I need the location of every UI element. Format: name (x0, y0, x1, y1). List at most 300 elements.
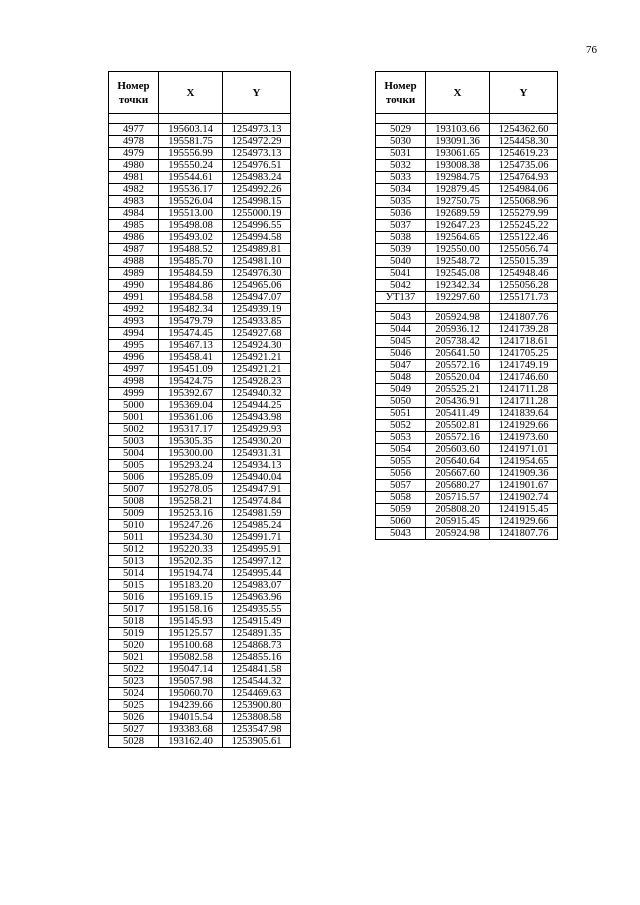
table-row (109, 196, 291, 208)
y-coordinate-cell: 1254929.93 (223, 424, 291, 436)
y-coordinate-cell: 1254983.24 (223, 172, 291, 184)
y-coordinate-cell: 1254915.49 (223, 616, 291, 628)
x-coordinate-cell: 205641.50 (426, 348, 490, 360)
point-number-cell: 5003 (109, 436, 159, 448)
coordinates-table-left (108, 71, 291, 748)
x-coordinate-cell: 195513.00 (159, 208, 223, 220)
header-point-number: Номер точки (376, 72, 426, 114)
x-coordinate-cell: 205525.21 (426, 384, 490, 396)
y-coordinate-cell: 1254921.21 (223, 352, 291, 364)
table-row (109, 484, 291, 496)
x-coordinate-cell: 195060.70 (159, 688, 223, 700)
point-number-cell: 5030 (376, 136, 426, 148)
point-number-cell: 4977 (109, 124, 159, 136)
y-coordinate-cell: 1254974.84 (223, 496, 291, 508)
y-coordinate-cell: 1254989.81 (223, 244, 291, 256)
y-coordinate-cell: 1241839.64 (490, 408, 558, 420)
x-coordinate-cell: 195317.17 (159, 424, 223, 436)
x-coordinate-cell: 195485.70 (159, 256, 223, 268)
table-row (109, 268, 291, 280)
x-coordinate-cell: 205572.16 (426, 432, 490, 444)
table-row (109, 700, 291, 712)
y-coordinate-cell: 1254931.31 (223, 448, 291, 460)
y-coordinate-cell: 1255056.74 (490, 244, 558, 256)
y-coordinate-cell: 1254998.15 (223, 196, 291, 208)
x-coordinate-cell: 205667.60 (426, 468, 490, 480)
point-number-cell: 4981 (109, 172, 159, 184)
y-coordinate-cell: 1254921.21 (223, 364, 291, 376)
table-header-row (109, 72, 291, 114)
x-coordinate-cell: 195194.74 (159, 568, 223, 580)
y-coordinate-cell: 1254995.91 (223, 544, 291, 556)
y-coordinate-cell: 1241971.01 (490, 444, 558, 456)
y-coordinate-cell: 1254469.63 (223, 688, 291, 700)
point-number-cell: 5048 (376, 372, 426, 384)
point-number-cell: 4989 (109, 268, 159, 280)
y-coordinate-cell: 1241902.74 (490, 492, 558, 504)
point-number-cell: 5012 (109, 544, 159, 556)
x-coordinate-cell: 195458.41 (159, 352, 223, 364)
point-number-cell: 5027 (109, 724, 159, 736)
x-coordinate-cell: 205915.45 (426, 516, 490, 528)
table-row (376, 280, 558, 292)
y-coordinate-cell: 1254944.25 (223, 400, 291, 412)
point-number-cell: 5013 (109, 556, 159, 568)
point-number-cell: 5043 (376, 528, 426, 540)
y-coordinate-cell: 1254973.13 (223, 148, 291, 160)
table-row (376, 172, 558, 184)
point-number-cell: 5045 (376, 336, 426, 348)
table-row (109, 568, 291, 580)
point-number-cell: 5002 (109, 424, 159, 436)
x-coordinate-cell: 192750.75 (426, 196, 490, 208)
point-number-cell: 5007 (109, 484, 159, 496)
point-number-cell: 4980 (109, 160, 159, 172)
y-coordinate-cell: 1254976.51 (223, 160, 291, 172)
y-coordinate-cell: 1254939.19 (223, 304, 291, 316)
point-number-cell: 4982 (109, 184, 159, 196)
table-row (376, 360, 558, 372)
table-row (109, 292, 291, 304)
table-row (109, 232, 291, 244)
point-number-cell: 5055 (376, 456, 426, 468)
table-row (109, 316, 291, 328)
y-coordinate-cell: 1254940.32 (223, 388, 291, 400)
point-number-cell: 4985 (109, 220, 159, 232)
point-number-cell: 5011 (109, 532, 159, 544)
y-coordinate-cell: 1241705.25 (490, 348, 558, 360)
y-coordinate-cell: 1241807.76 (490, 528, 558, 540)
table-row (109, 136, 291, 148)
x-coordinate-cell: 195484.86 (159, 280, 223, 292)
x-coordinate-cell: 195082.58 (159, 652, 223, 664)
x-coordinate-cell: 195278.05 (159, 484, 223, 496)
y-coordinate-cell: 1241901.67 (490, 480, 558, 492)
point-number-cell: 5010 (109, 520, 159, 532)
table-row (109, 556, 291, 568)
y-coordinate-cell: 1254983.07 (223, 580, 291, 592)
table-row (376, 444, 558, 456)
y-coordinate-cell: 1254735.06 (490, 160, 558, 172)
y-coordinate-cell: 1253808.58 (223, 712, 291, 724)
point-number-cell: 5001 (109, 412, 159, 424)
y-coordinate-cell: 1255279.99 (490, 208, 558, 220)
point-number-cell: 5026 (109, 712, 159, 724)
x-coordinate-cell: 195169.15 (159, 592, 223, 604)
x-coordinate-cell: 195498.08 (159, 220, 223, 232)
y-coordinate-cell: 1254996.55 (223, 220, 291, 232)
table-row (376, 324, 558, 336)
point-number-cell: 5000 (109, 400, 159, 412)
point-number-cell: 5049 (376, 384, 426, 396)
table-row (109, 508, 291, 520)
point-number-cell: 5029 (376, 124, 426, 136)
x-coordinate-cell: 195145.93 (159, 616, 223, 628)
point-number-cell: 5050 (376, 396, 426, 408)
point-number-cell: 5028 (109, 736, 159, 748)
point-number-cell: 4993 (109, 316, 159, 328)
point-number-cell: 4988 (109, 256, 159, 268)
point-number-cell: 5020 (109, 640, 159, 652)
y-coordinate-cell: 1254924.30 (223, 340, 291, 352)
x-coordinate-cell: 195493.02 (159, 232, 223, 244)
point-number-cell: 5042 (376, 280, 426, 292)
x-coordinate-cell: 192564.65 (426, 232, 490, 244)
y-coordinate-cell: 1254935.55 (223, 604, 291, 616)
y-coordinate-cell: 1241807.76 (490, 312, 558, 324)
table-body-left (109, 114, 291, 748)
table-row (376, 232, 558, 244)
header-y: Y (223, 72, 291, 114)
x-coordinate-cell: 195183.20 (159, 580, 223, 592)
table-row (109, 352, 291, 364)
table-row (109, 496, 291, 508)
y-coordinate-cell: 1254619.23 (490, 148, 558, 160)
table-row (109, 328, 291, 340)
y-coordinate-cell: 1254981.10 (223, 256, 291, 268)
point-number-cell: 5022 (109, 664, 159, 676)
table-row (376, 456, 558, 468)
x-coordinate-cell: 205603.60 (426, 444, 490, 456)
point-number-cell: 5035 (376, 196, 426, 208)
y-coordinate-cell: 1255245.22 (490, 220, 558, 232)
point-number-cell: 4999 (109, 388, 159, 400)
point-number-cell: 4995 (109, 340, 159, 352)
header-point-number: Номер точки (109, 72, 159, 114)
point-number-cell: 4987 (109, 244, 159, 256)
table-row (109, 436, 291, 448)
x-coordinate-cell: 195556.99 (159, 148, 223, 160)
x-coordinate-cell: 195526.04 (159, 196, 223, 208)
table-row (376, 336, 558, 348)
y-coordinate-cell: 1254994.58 (223, 232, 291, 244)
x-coordinate-cell: 195293.24 (159, 460, 223, 472)
x-coordinate-cell: 192689.59 (426, 208, 490, 220)
point-number-cell: 5005 (109, 460, 159, 472)
point-number-cell: 4992 (109, 304, 159, 316)
table-row (376, 528, 558, 540)
table-row (109, 220, 291, 232)
y-coordinate-cell: 1253547.98 (223, 724, 291, 736)
table-row (376, 396, 558, 408)
y-coordinate-cell: 1241746.60 (490, 372, 558, 384)
y-coordinate-cell: 1254868.73 (223, 640, 291, 652)
y-coordinate-cell: 1254963.96 (223, 592, 291, 604)
table-row (109, 580, 291, 592)
point-number-cell: 5041 (376, 268, 426, 280)
point-number-cell: 5036 (376, 208, 426, 220)
y-coordinate-cell: 1254544.32 (223, 676, 291, 688)
table-row (376, 148, 558, 160)
table-row (376, 516, 558, 528)
x-coordinate-cell: 194015.54 (159, 712, 223, 724)
x-coordinate-cell: 193103.66 (426, 124, 490, 136)
x-coordinate-cell: 192647.23 (426, 220, 490, 232)
table-row (109, 304, 291, 316)
point-number-cell: 4979 (109, 148, 159, 160)
y-coordinate-cell: 1254976.30 (223, 268, 291, 280)
x-coordinate-cell: 195234.30 (159, 532, 223, 544)
x-coordinate-cell: 205502.81 (426, 420, 490, 432)
x-coordinate-cell: 193162.40 (159, 736, 223, 748)
table-row (109, 244, 291, 256)
x-coordinate-cell: 195220.33 (159, 544, 223, 556)
x-coordinate-cell: 195484.58 (159, 292, 223, 304)
point-number-cell: 5060 (376, 516, 426, 528)
table-row (376, 372, 558, 384)
y-coordinate-cell: 1241973.60 (490, 432, 558, 444)
y-coordinate-cell: 1241915.45 (490, 504, 558, 516)
point-number-cell: 4996 (109, 352, 159, 364)
y-coordinate-cell: 1254934.13 (223, 460, 291, 472)
y-coordinate-cell: 1241929.66 (490, 516, 558, 528)
y-coordinate-cell: 1254764.93 (490, 172, 558, 184)
coordinates-table-right (375, 71, 558, 540)
table-row (109, 412, 291, 424)
table-row (109, 376, 291, 388)
point-number-cell: 5032 (376, 160, 426, 172)
y-coordinate-cell: 1254972.29 (223, 136, 291, 148)
table-row (109, 460, 291, 472)
point-number-cell: 5051 (376, 408, 426, 420)
x-coordinate-cell: 205640.64 (426, 456, 490, 468)
point-number-cell: 5031 (376, 148, 426, 160)
point-number-cell: 5059 (376, 504, 426, 516)
y-coordinate-cell: 1241711.28 (490, 396, 558, 408)
table-row (109, 712, 291, 724)
x-coordinate-cell: 205520.04 (426, 372, 490, 384)
x-coordinate-cell: 195305.35 (159, 436, 223, 448)
point-number-cell: 5004 (109, 448, 159, 460)
y-coordinate-cell: 1254930.20 (223, 436, 291, 448)
x-coordinate-cell: 192297.60 (426, 292, 490, 304)
header-x: X (426, 72, 490, 114)
y-coordinate-cell: 1255000.19 (223, 208, 291, 220)
point-number-cell: 5039 (376, 244, 426, 256)
table-row (109, 280, 291, 292)
table-row (109, 664, 291, 676)
point-number-cell: 4983 (109, 196, 159, 208)
table-row (109, 364, 291, 376)
table-row (376, 408, 558, 420)
table-row (376, 136, 558, 148)
y-coordinate-cell: 1254947.91 (223, 484, 291, 496)
table-row (376, 244, 558, 256)
point-number-cell: 5008 (109, 496, 159, 508)
y-coordinate-cell: 1254362.60 (490, 124, 558, 136)
table-row (376, 292, 558, 304)
point-number-cell: 4994 (109, 328, 159, 340)
table-row (109, 448, 291, 460)
x-coordinate-cell: 195550.24 (159, 160, 223, 172)
point-number-cell: 4986 (109, 232, 159, 244)
x-coordinate-cell: 195247.26 (159, 520, 223, 532)
separator-cell (426, 304, 490, 312)
y-coordinate-cell: 1254995.44 (223, 568, 291, 580)
y-coordinate-cell: 1254855.16 (223, 652, 291, 664)
y-coordinate-cell: 1241711.28 (490, 384, 558, 396)
point-number-cell: 5017 (109, 604, 159, 616)
table-row (376, 384, 558, 396)
x-coordinate-cell: 195536.17 (159, 184, 223, 196)
y-coordinate-cell: 1254947.07 (223, 292, 291, 304)
x-coordinate-cell: 195361.06 (159, 412, 223, 424)
y-coordinate-cell: 1241954.65 (490, 456, 558, 468)
x-coordinate-cell: 195603.14 (159, 124, 223, 136)
x-coordinate-cell: 205936.12 (426, 324, 490, 336)
separator-row (376, 304, 558, 312)
x-coordinate-cell: 195253.16 (159, 508, 223, 520)
table-row (376, 196, 558, 208)
point-number-cell: 5037 (376, 220, 426, 232)
table-row (109, 592, 291, 604)
x-coordinate-cell: 195158.16 (159, 604, 223, 616)
table-row (376, 480, 558, 492)
point-number-cell: 5009 (109, 508, 159, 520)
point-number-cell: 5038 (376, 232, 426, 244)
x-coordinate-cell: 192342.34 (426, 280, 490, 292)
table-row (376, 220, 558, 232)
header-x: X (159, 72, 223, 114)
point-number-cell: 5019 (109, 628, 159, 640)
table-row (109, 400, 291, 412)
table-row (109, 124, 291, 136)
point-number-cell: 5025 (109, 700, 159, 712)
table-row (109, 640, 291, 652)
table-row (109, 148, 291, 160)
table-row (376, 268, 558, 280)
x-coordinate-cell: 195544.61 (159, 172, 223, 184)
point-number-cell: 5058 (376, 492, 426, 504)
table-row (376, 160, 558, 172)
page-number: 76 (586, 44, 597, 56)
table-row (376, 312, 558, 324)
x-coordinate-cell: 205808.20 (426, 504, 490, 516)
x-coordinate-cell: 195482.34 (159, 304, 223, 316)
table-row (376, 504, 558, 516)
table-row (109, 520, 291, 532)
point-number-cell: 5024 (109, 688, 159, 700)
table-row (109, 544, 291, 556)
y-coordinate-cell: 1254928.23 (223, 376, 291, 388)
point-number-cell: 5057 (376, 480, 426, 492)
x-coordinate-cell: 195047.14 (159, 664, 223, 676)
y-coordinate-cell: 1253900.80 (223, 700, 291, 712)
point-number-cell: УТ137 (376, 292, 426, 304)
y-coordinate-cell: 1241929.66 (490, 420, 558, 432)
y-coordinate-cell: 1254927.68 (223, 328, 291, 340)
x-coordinate-cell: 192984.75 (426, 172, 490, 184)
table-row (376, 348, 558, 360)
y-coordinate-cell: 1255015.39 (490, 256, 558, 268)
point-number-cell: 4997 (109, 364, 159, 376)
x-coordinate-cell: 205924.98 (426, 312, 490, 324)
table-row (109, 424, 291, 436)
y-coordinate-cell: 1253905.61 (223, 736, 291, 748)
y-coordinate-cell: 1255171.73 (490, 292, 558, 304)
y-coordinate-cell: 1254997.12 (223, 556, 291, 568)
y-coordinate-cell: 1254943.98 (223, 412, 291, 424)
point-number-cell: 5016 (109, 592, 159, 604)
point-number-cell: 5018 (109, 616, 159, 628)
point-number-cell: 5015 (109, 580, 159, 592)
y-coordinate-cell: 1254981.59 (223, 508, 291, 520)
y-coordinate-cell: 1254458.30 (490, 136, 558, 148)
table-row (109, 340, 291, 352)
point-number-cell: 4990 (109, 280, 159, 292)
table-row (376, 432, 558, 444)
x-coordinate-cell: 195369.04 (159, 400, 223, 412)
y-coordinate-cell: 1241718.61 (490, 336, 558, 348)
y-coordinate-cell: 1254965.06 (223, 280, 291, 292)
point-number-cell: 5014 (109, 568, 159, 580)
table-row (376, 208, 558, 220)
x-coordinate-cell: 193061.65 (426, 148, 490, 160)
x-coordinate-cell: 195467.13 (159, 340, 223, 352)
y-coordinate-cell: 1254933.85 (223, 316, 291, 328)
point-number-cell: 5053 (376, 432, 426, 444)
table-row (109, 256, 291, 268)
table-row (376, 184, 558, 196)
y-coordinate-cell: 1254991.71 (223, 532, 291, 544)
table-row (109, 208, 291, 220)
table-row (109, 388, 291, 400)
x-coordinate-cell: 194239.66 (159, 700, 223, 712)
point-number-cell: 5047 (376, 360, 426, 372)
y-coordinate-cell: 1255056.28 (490, 280, 558, 292)
x-coordinate-cell: 205715.57 (426, 492, 490, 504)
point-number-cell: 5052 (376, 420, 426, 432)
x-coordinate-cell: 195424.75 (159, 376, 223, 388)
point-number-cell: 5043 (376, 312, 426, 324)
header-y: Y (490, 72, 558, 114)
y-coordinate-cell: 1241739.28 (490, 324, 558, 336)
point-number-cell: 4978 (109, 136, 159, 148)
y-coordinate-cell: 1254948.46 (490, 268, 558, 280)
point-number-cell: 5006 (109, 472, 159, 484)
x-coordinate-cell: 195300.00 (159, 448, 223, 460)
x-coordinate-cell: 195479.79 (159, 316, 223, 328)
point-number-cell: 4984 (109, 208, 159, 220)
point-number-cell: 5044 (376, 324, 426, 336)
x-coordinate-cell: 205436.91 (426, 396, 490, 408)
spacer-row (376, 114, 558, 124)
spacer-row (109, 114, 291, 124)
table-row (109, 616, 291, 628)
x-coordinate-cell: 195581.75 (159, 136, 223, 148)
x-coordinate-cell: 205680.27 (426, 480, 490, 492)
y-coordinate-cell: 1241749.19 (490, 360, 558, 372)
